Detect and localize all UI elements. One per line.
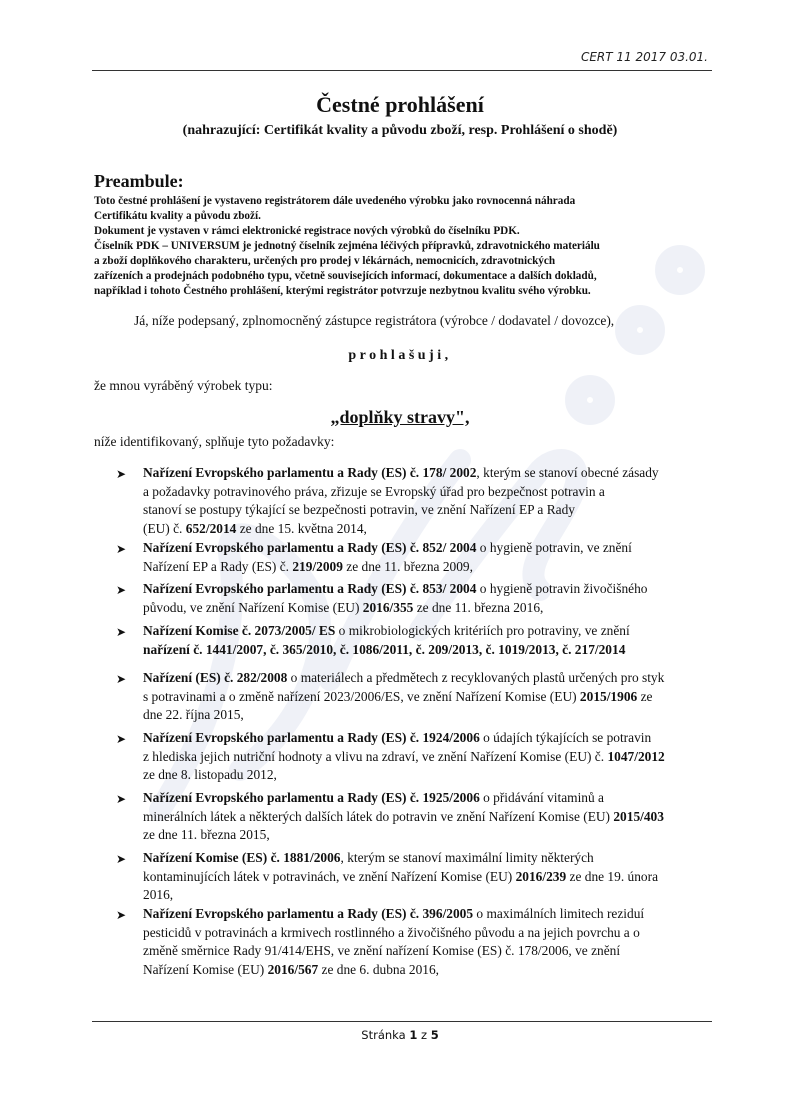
requirement-line xyxy=(143,905,716,924)
requirement-line xyxy=(143,924,716,943)
requirement-line xyxy=(143,886,716,905)
regulation-reference: 219/2009 xyxy=(292,558,343,574)
requirement-line xyxy=(143,748,716,767)
regulation-reference: Nařízení Evropského parlamentu a Rady (ES) č. 853/ 2004 xyxy=(143,581,477,596)
requirement-text xyxy=(143,729,716,785)
requirement-segment: s potravinami a o změně nařízení 2023/2006/ES, ve znění Nařízení Komise (EU) xyxy=(143,688,580,704)
regulation-reference: Nařízení Evropského parlamentu a Rady (ES) č. 852/ 2004 xyxy=(143,540,477,555)
requirement-segment: ze dne 11. března 2016, xyxy=(413,599,544,615)
arrow-bullet-icon: ➤ xyxy=(116,908,127,922)
requirement-line xyxy=(143,483,716,502)
requirement-line xyxy=(143,622,716,641)
requirement-line xyxy=(143,520,716,539)
requirement-line xyxy=(143,766,716,785)
requirement-line xyxy=(143,789,716,808)
footer-divider xyxy=(92,1021,712,1022)
requirement-segment: a požadavky potravinového práva, zřizuje se Evropský úřad pro bezpečnost potravin a xyxy=(143,483,605,499)
preamble-line: například i tohoto Čestného prohlášení, kterými registrátor potvrzuje nezbytnou kvalitu svého výrobku. xyxy=(94,285,591,297)
requirement-line xyxy=(143,849,716,868)
document-title: Čestné prohlášení xyxy=(316,92,484,117)
requirement-segment: ze dne 11. března 2009, xyxy=(342,558,473,574)
requirement-line xyxy=(143,641,716,660)
requirement-segment: , kterým se stanoví maximální limity některých xyxy=(340,850,594,865)
requirement-segment: Nařízení Komise (EU) xyxy=(143,961,268,977)
regulation-reference: Nařízení Evropského parlamentu a Rady (ES) č. 1924/2006 xyxy=(143,730,480,745)
regulation-reference: Nařízení Komise (ES) č. 1881/2006 xyxy=(143,850,341,865)
arrow-bullet-icon: ➤ xyxy=(116,625,127,639)
preamble-line: zařízeních a prodejnách podobného typu, včetně souvisejících informací, dokumentace a dalších dokladů, xyxy=(94,270,597,282)
requirement-line xyxy=(143,464,716,483)
requirement-line xyxy=(143,826,716,845)
requirement-segment: kontaminujících látek v potravinách, ve znění Nařízení Komise (EU) xyxy=(143,868,516,884)
regulation-reference: 1047/2012 xyxy=(607,748,665,764)
arrow-bullet-icon: ➤ xyxy=(116,583,127,597)
regulation-reference: 2016/355 xyxy=(362,599,414,615)
requirement-text xyxy=(143,580,716,617)
requirement-text xyxy=(143,622,716,659)
preamble-line: Toto čestné prohlášení je vystaveno registrátorem dále uvedeného výrobku jako rovnocenná náhrada xyxy=(94,195,576,207)
requirement-line xyxy=(143,539,716,558)
regulation-reference: 2015/403 xyxy=(613,808,664,824)
arrow-bullet-icon: ➤ xyxy=(116,467,127,481)
page-of-word: z xyxy=(421,1028,428,1042)
requirement-line xyxy=(143,729,716,748)
requirement-segment: ze dne 8. listopadu 2012, xyxy=(143,767,277,782)
arrow-bullet-icon: ➤ xyxy=(116,852,127,866)
requirement-line xyxy=(143,808,716,827)
requirement-segment: Nařízení EP a Rady (ES) č. xyxy=(143,558,293,574)
requirement-text xyxy=(143,849,716,905)
requirement-segment: z hlediska jejich nutriční hodnoty a vlivu na zdraví, ve znění Nařízení Komise (EU) č. xyxy=(143,748,608,764)
header-divider xyxy=(92,70,712,71)
requirement-segment: o materiálech a předmětech z recyklovaných plastů určených pro styk xyxy=(287,670,665,685)
requirement-text xyxy=(143,464,716,538)
requirement-segment: změně směrnice Rady 91/414/EHS, ve znění nařízení Komise (ES) č. 178/2006, ve znění xyxy=(143,943,621,958)
regulation-reference: nařízení č. 1441/2007, č. 365/2010, č. 1086/2011, č. 209/2013, č. 1019/2013, č. 217/2014 xyxy=(143,641,626,657)
declarant-statement: Já, níže podepsaný, zplnomocněný zástupce registrátora (výrobce / dodavatel / dovozce), xyxy=(134,313,615,328)
regulation-reference: 2015/1906 xyxy=(579,688,638,704)
requirement-line xyxy=(143,558,716,577)
page-indicator xyxy=(0,1028,800,1042)
preamble-line: Certifikátu kvality a původu zboží. xyxy=(94,210,261,222)
arrow-bullet-icon: ➤ xyxy=(116,792,127,806)
requirement-line xyxy=(143,688,716,707)
requirement-line xyxy=(143,942,716,961)
document-code: CERT 11 2017 03.01. xyxy=(580,50,708,64)
preamble-line: a zboží doplňkového charakteru, určených pro prodej v lékárnách, nemocnicích, zdravotnických xyxy=(94,255,556,267)
requirement-segment: o údajích týkajících se potravin xyxy=(479,730,652,745)
requirement-segment: ze dne 11. března 2015, xyxy=(143,827,270,842)
requirement-segment: o maximálních limitech reziduí xyxy=(473,906,645,921)
regulation-reference: 2016/567 xyxy=(267,961,319,977)
requirement-segment: , kterým se stanoví obecné zásady xyxy=(476,465,659,480)
requirement-segment: o hygieně potravin, ve znění xyxy=(476,540,632,555)
requirement-segment: stanoví se postupy týkající se bezpečnosti potravin, ve znění Nařízení EP a Rady xyxy=(143,502,575,517)
requirement-segment: o hygieně potravin živočišného xyxy=(476,581,648,596)
regulation-reference: Nařízení (ES) č. 282/2008 xyxy=(143,670,288,685)
requirement-line xyxy=(143,580,716,599)
regulation-reference: 652/2014 xyxy=(185,520,237,536)
requirement-segment: původu, ve znění Nařízení Komise (EU) xyxy=(143,599,363,615)
requirement-text xyxy=(143,789,716,845)
document-subtitle: (nahrazující: Certifikát kvality a původu zboží, resp. Prohlášení o shodě) xyxy=(182,123,618,138)
requirement-segment: ze xyxy=(637,688,653,704)
requirement-line xyxy=(143,706,716,725)
requirement-segment: o přidávání vitaminů a xyxy=(479,790,604,805)
requirement-line xyxy=(143,868,716,887)
requirement-segment: ze dne 19. února xyxy=(566,868,659,884)
preamble-line: Dokument je vystaven v rámci elektronické registrace nových výrobků do číselníku PDK. xyxy=(94,225,520,237)
preamble-text xyxy=(94,194,714,299)
regulation-reference: Nařízení Komise č. 2073/2005/ ES xyxy=(143,623,336,638)
arrow-bullet-icon: ➤ xyxy=(116,732,127,746)
requirement-segment: o mikrobiologických kritériích pro potraviny, ve znění xyxy=(335,623,630,638)
page-word: Stránka xyxy=(361,1028,406,1042)
requirement-text xyxy=(143,539,716,576)
requirement-text xyxy=(143,905,716,979)
requirement-segment: pesticidů v potravinách a krmivech rostlinného a živočišného původu a na jejich povrchu a o xyxy=(143,924,640,940)
requirement-text xyxy=(143,669,716,725)
requirement-segment: ze dne 15. května 2014, xyxy=(236,520,367,536)
requirements-intro: níže identifikovaný, splňuje tyto požadavky: xyxy=(94,434,335,449)
requirement-segment: ze dne 6. dubna 2016, xyxy=(318,961,440,977)
regulation-reference: Nařízení Evropského parlamentu a Rady (ES) č. 1925/2006 xyxy=(143,790,480,805)
requirement-line xyxy=(143,669,716,688)
requirement-line xyxy=(143,501,716,520)
arrow-bullet-icon: ➤ xyxy=(116,672,127,686)
regulation-reference: Nařízení Evropského parlamentu a Rady (ES) č. 178/ 2002 xyxy=(143,465,477,480)
regulation-reference: 2016/239 xyxy=(515,868,567,884)
arrow-bullet-icon: ➤ xyxy=(116,542,127,556)
product-intro: že mnou vyráběný výrobek typu: xyxy=(94,378,273,393)
preamble-line: Číselník PDK – UNIVERSUM je jednotný číselník zejména léčivých přípravků, zdravotnického materiálu xyxy=(94,240,600,252)
product-type: „doplňky stravy", xyxy=(330,407,470,427)
page-number: 1 xyxy=(409,1028,418,1042)
page-total: 5 xyxy=(430,1028,439,1042)
requirement-segment: dne 22. října 2015, xyxy=(143,707,244,722)
preamble-heading: Preambule: xyxy=(94,171,184,191)
requirement-segment: minerálních látek a některých dalších látek do potravin ve znění Nařízení Komise (EU) xyxy=(143,808,614,824)
requirement-segment: (EU) č. xyxy=(143,520,186,536)
regulation-reference: Nařízení Evropského parlamentu a Rady (ES) č. 396/2005 xyxy=(143,906,474,921)
requirement-line xyxy=(143,599,716,618)
requirement-line xyxy=(143,961,716,980)
declaration-word: prohlašuji, xyxy=(348,348,452,363)
requirement-segment: 2016, xyxy=(143,887,174,902)
